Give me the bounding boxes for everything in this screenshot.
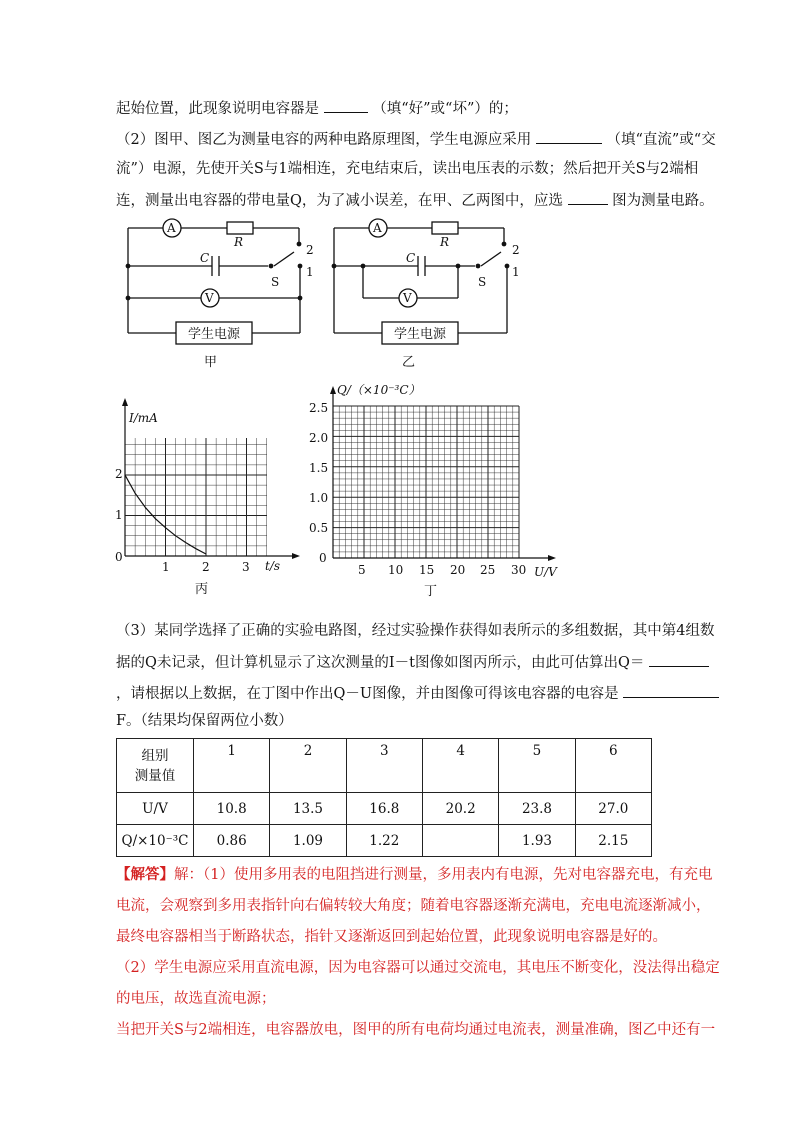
- table-corner-cell: 组别 测量值: [117, 739, 194, 793]
- bing-ytick-2: 2: [115, 467, 123, 481]
- ding-xtick-5: 5: [358, 563, 366, 577]
- ding-y-arrow: [330, 386, 336, 394]
- table-group-4: 4: [422, 739, 498, 793]
- circuit-diagrams: [0, 0, 800, 380]
- table-row-label-u: U/V: [117, 793, 194, 825]
- bing-y-arrow: [122, 398, 128, 406]
- ding-xtick-25: 25: [480, 563, 496, 577]
- bing-caption: 丙: [195, 582, 209, 597]
- question-line-8: F。（结果均保留两位小数）: [116, 713, 293, 729]
- ding-ytick-20: 2.0: [309, 431, 329, 445]
- terminal2-label-yi: 2: [512, 243, 520, 257]
- ding-ytick-25: 2.5: [309, 401, 329, 415]
- answer-line-3: 最终电容器相当于断路状态，指针又逐渐返回到起始位置，此现象说明电容器是好的。: [116, 929, 667, 945]
- question-line-7: ，请根据以上数据，在丁图中作出Q－U图像，并由图像可得该电容器的电容是: [116, 682, 719, 705]
- answer-line-5: 的电压，故选直流电源；: [116, 991, 276, 1007]
- question-line-1: 起始位置，此现象说明电容器是 （填“好”或“坏”）的；: [116, 97, 518, 120]
- question-line-3: 流”）电源，先使开关S与1端相连，充电结束后，读出电压表的示数；然后把开关S与2端相: [116, 161, 699, 177]
- blank-capacitance[interactable]: [623, 682, 719, 698]
- ding-ylabel: Q/（×10⁻³C）: [337, 383, 421, 397]
- question-line-4: 连，测量出电容器的带电量Q，为了减小误差，在甲、乙两图中，应选 图为测量电路。: [116, 189, 714, 212]
- table-cell: 2.15: [575, 825, 651, 857]
- voltmeter-label-jia: V: [205, 291, 214, 305]
- bing-ytick-0: 0: [115, 550, 123, 564]
- table-row: [117, 793, 652, 825]
- data-table: [116, 738, 652, 857]
- table-group-6: 6: [575, 739, 651, 793]
- answer-line-6: 当把开关S与2端相连，电容器放电，图甲的所有电荷均通过电流表，测量准确，图乙中还有一: [116, 1022, 716, 1038]
- answer-line-2: 电流，会观察到多用表指针向右偏转较大角度；随着电容器逐渐充满电，充电电流逐渐减小，: [116, 898, 711, 914]
- ding-ytick-10: 1.0: [309, 491, 329, 505]
- ding-xtick-15: 15: [419, 563, 435, 577]
- terminal1-label-yi: 1: [512, 265, 520, 279]
- resistor-label-jia: R: [234, 235, 244, 249]
- ammeter-label-jia: A: [167, 221, 176, 235]
- terminal1-label-jia: 1: [306, 265, 314, 279]
- capacitor-label-jia: C: [200, 251, 210, 265]
- caption-yi: 乙: [402, 355, 416, 370]
- table-group-1: 1: [194, 739, 270, 793]
- ding-xtick-20: 20: [450, 563, 466, 577]
- answer-tag: 【解答】: [116, 866, 174, 883]
- switch-label-jia: S: [271, 275, 280, 289]
- table-group-3: 3: [346, 739, 422, 793]
- answer-line-4: （2）学生电源应采用直流电源，因为电容器可以通过交流电，其电压不断变化，没法得出稳定: [116, 960, 720, 976]
- chart-ding-q-u: [300, 378, 580, 600]
- blank-q-value[interactable]: [649, 651, 709, 667]
- table-cell: 16.8: [346, 793, 422, 825]
- chart-bing-i-t: [100, 380, 310, 600]
- answer-line-1: 【解答】解：（1）使用多用表的电阻挡进行测量，多用表内有电源，先对电容器充电，有充电: [116, 866, 713, 883]
- table-group-2: 2: [270, 739, 346, 793]
- ding-caption: 丁: [424, 584, 438, 599]
- bing-ylabel: I/mA: [129, 411, 158, 425]
- table-cell: 20.2: [422, 793, 498, 825]
- capacitor-label-yi: C: [406, 251, 416, 265]
- bing-xtick-3: 3: [242, 560, 250, 574]
- terminal2-label-jia: 2: [306, 243, 314, 257]
- question-line-2: （2）图甲、图乙为测量电容的两种电路原理图，学生电源应采用 （填“直流”或“交: [116, 128, 716, 151]
- bing-x-arrow: [292, 553, 300, 559]
- table-row-label-q: Q/×10⁻³C: [117, 825, 194, 857]
- caption-jia: 甲: [204, 355, 218, 370]
- table-cell: 10.8: [194, 793, 270, 825]
- switch-label-yi: S: [478, 275, 487, 289]
- question-line-6: 据的Q未记录，但计算机显示了这次测量的I－t图像如图丙所示，由此可估算出Q＝: [116, 651, 709, 674]
- ding-xtick-30: 30: [511, 563, 527, 577]
- table-cell: 0.86: [194, 825, 270, 857]
- resistor-label-yi: R: [440, 235, 450, 249]
- table-cell: 1.09: [270, 825, 346, 857]
- bing-xtick-2: 2: [202, 560, 210, 574]
- question-line-5: （3）某同学选择了正确的实验电路图，经过实验操作获得如表所示的多组数据，其中第4组数: [116, 623, 715, 639]
- table-cell: 1.93: [499, 825, 575, 857]
- bing-ytick-1: 1: [115, 508, 123, 522]
- voltmeter-label-yi: V: [403, 291, 412, 305]
- table-cell: 13.5: [270, 793, 346, 825]
- table-cell: 1.22: [346, 825, 422, 857]
- table-header-row: [117, 739, 652, 793]
- source-label-jia: 学生电源: [188, 327, 241, 342]
- table-group-5: 5: [499, 739, 575, 793]
- bing-xlabel: t/s: [265, 559, 281, 573]
- table-cell-empty[interactable]: [422, 825, 498, 857]
- table-row: [117, 825, 652, 857]
- source-label-yi: 学生电源: [394, 327, 447, 342]
- table-cell: 27.0: [575, 793, 651, 825]
- bing-xtick-1: 1: [162, 560, 170, 574]
- ding-ytick-0: 0: [319, 551, 327, 565]
- table-cell: 23.8: [499, 793, 575, 825]
- ding-x-arrow: [548, 555, 556, 561]
- ammeter-label-yi: A: [373, 221, 382, 235]
- ding-xtick-10: 10: [388, 563, 404, 577]
- ding-ytick-15: 1.5: [309, 461, 329, 475]
- ding-xlabel: U/V: [534, 565, 557, 579]
- ding-ytick-05: 0.5: [309, 521, 329, 535]
